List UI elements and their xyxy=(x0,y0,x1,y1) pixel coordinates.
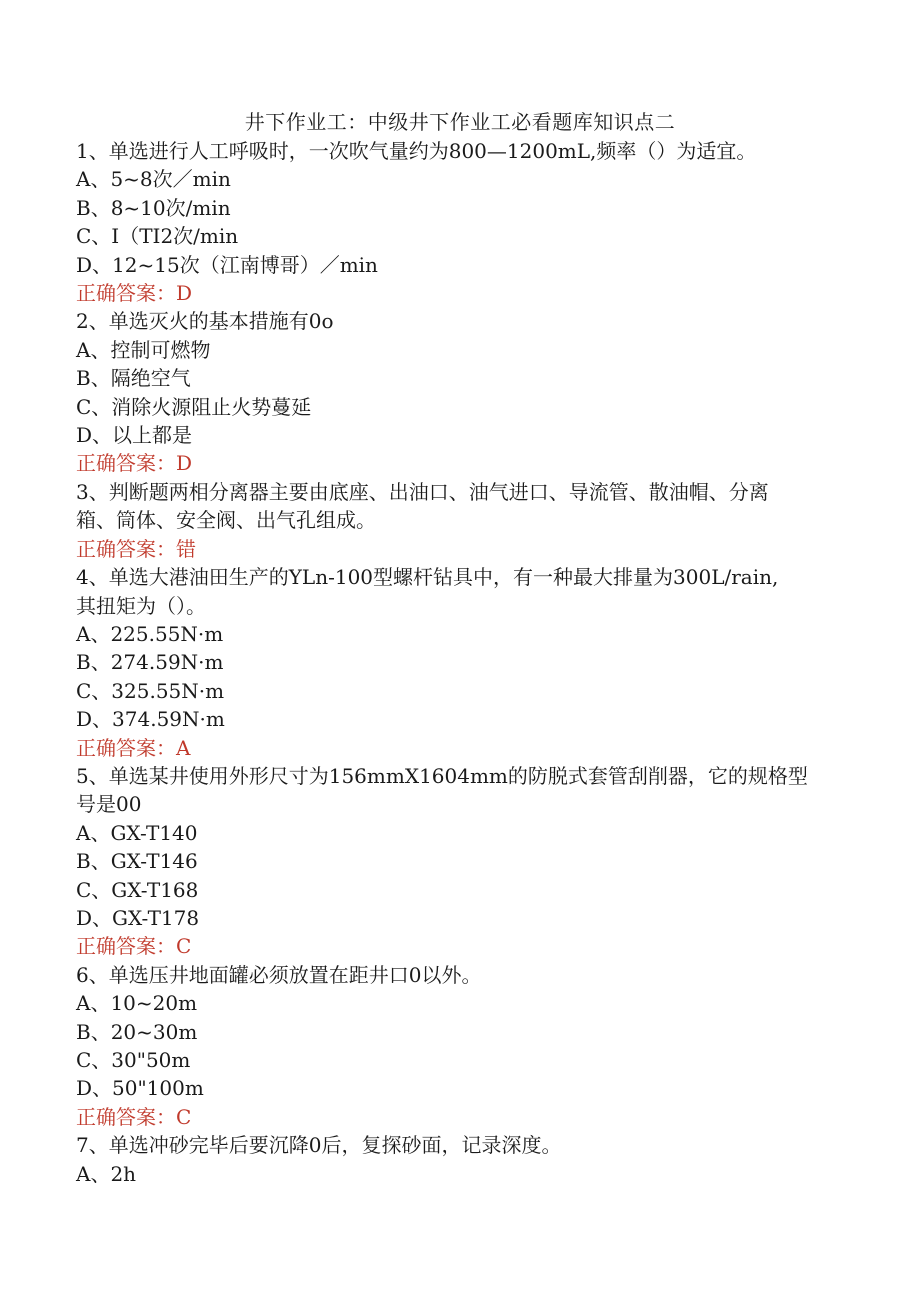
question-2-option-a: A、控制可燃物 xyxy=(76,337,211,362)
question-7-stem: 7、单选冲砂完毕后要沉降0后，复探砂面，记录深度。 xyxy=(76,1133,562,1158)
question-5-option-d: D、GX-T178 xyxy=(76,905,200,930)
question-1-answer: 正确答案：D xyxy=(76,281,193,306)
question-4-stem-line-1: 4、单选大港油田生产的YLn-100型螺杆钻具中，有一种最大排量为300L/rain, xyxy=(76,565,779,590)
question-1-option-b: B、8~10次/min xyxy=(76,195,231,220)
question-6-option-c: C、30"50m xyxy=(76,1048,191,1072)
question-4-option-a: A、225.55N·m xyxy=(76,621,224,646)
question-6-option-a: A、10~20m xyxy=(76,991,198,1016)
question-6-option-d: D、50"100m xyxy=(76,1076,204,1101)
question-1-option-d: D、12~15次（江南博哥）／min xyxy=(76,252,378,277)
question-4-option-d: D、374.59N·m xyxy=(76,707,225,732)
question-2-stem: 2、单选灭火的基本措施有0o xyxy=(76,309,334,334)
question-list xyxy=(76,137,836,1188)
question-6-stem: 6、单选压井地面罐必须放置在距井口0以外。 xyxy=(76,962,482,987)
question-4-option-b: B、274.59N·m xyxy=(76,650,224,675)
question-5-option-c: C、GX-T168 xyxy=(76,877,199,902)
question-3-answer: 正确答案：错 xyxy=(76,536,196,561)
question-1-option-c: C、I（TI2次/min xyxy=(76,224,239,249)
question-3-stem-line-2: 箱、筒体、安全阀、出气孔组成。 xyxy=(76,508,376,533)
question-1-stem: 1、单选进行人工呼吸时，一次吹气量约为800—1200mL,频率（）为适宜。 xyxy=(76,139,757,163)
question-5-option-a: A、GX-T140 xyxy=(76,820,198,845)
page-title: 井下作业工：中级井下作业工必看题库知识点二 xyxy=(244,110,676,134)
question-2-option-b: B、隔绝空气 xyxy=(76,366,191,391)
question-3-stem-line-1: 3、判断题两相分离器主要由底座、出油口、油气进口、导流管、散油帽、分离 xyxy=(76,479,769,504)
question-6-option-b: B、20~30m xyxy=(76,1019,198,1044)
question-5-stem-line-1: 5、单选某井使用外形尺寸为156mmX1604mm的防脱式套管刮削器，它的规格型 xyxy=(76,763,808,788)
question-5-option-b: B、GX-T146 xyxy=(76,849,198,874)
question-2-option-d: D、以上都是 xyxy=(76,423,193,448)
question-2-option-c: C、消除火源阻止火势蔓延 xyxy=(76,394,312,419)
question-5-stem-line-2: 号是00 xyxy=(76,792,142,817)
question-1-option-a: A、5~8次／min xyxy=(76,167,231,192)
question-6-answer: 正确答案：C xyxy=(76,1104,192,1129)
question-4-stem-line-2: 其扭矩为（）。 xyxy=(76,593,206,618)
question-2-answer: 正确答案：D xyxy=(76,451,193,476)
question-5-answer: 正确答案：C xyxy=(76,934,192,959)
question-4-option-c: C、325.55N·m xyxy=(76,678,225,703)
question-7-option-a: A、2h xyxy=(76,1161,137,1186)
question-4-answer: 正确答案：A xyxy=(76,735,191,760)
